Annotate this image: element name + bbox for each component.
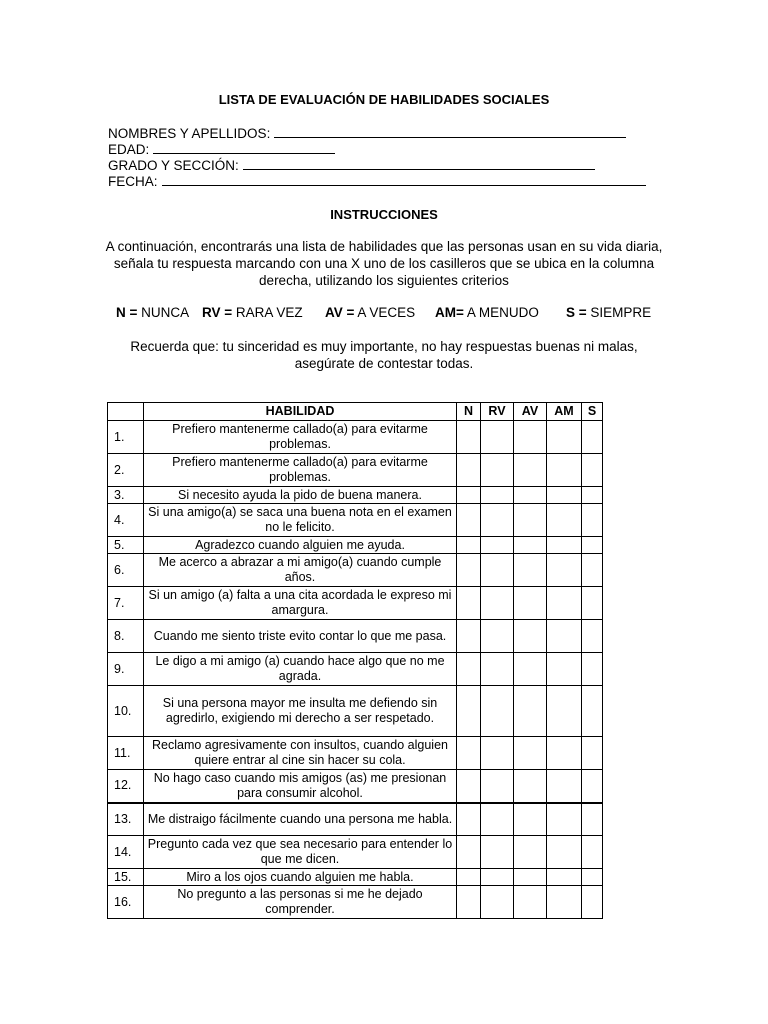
table-row: [108, 836, 603, 869]
criteria-label: NUNCA: [137, 305, 190, 320]
row-habilidad: Le digo a mi amigo (a) cuando hace algo que no me agrada.: [144, 653, 457, 686]
row-number: 12.: [108, 770, 144, 803]
answer-cell-av[interactable]: [514, 737, 547, 770]
answer-cell-av[interactable]: [514, 421, 547, 454]
row-habilidad: Reclamo agresivamente con insultos, cuando alguien quiere entrar al cine sin hacer su cola.: [144, 737, 457, 770]
criteria-s: [566, 305, 651, 320]
row-habilidad: Si una amigo(a) se saca una buena nota en el examen no le felicito.: [144, 504, 457, 537]
nombres-label: NOMBRES Y APELLIDOS:: [108, 126, 271, 141]
row-habilidad: Si una persona mayor me insulta me defiendo sin agredirlo, exigiendo mi derecho a ser respetado.: [144, 686, 457, 737]
row-habilidad: No hago caso cuando mis amigos (as) me presionan para consumir alcohol.: [144, 770, 457, 803]
row-number: 1.: [108, 421, 144, 454]
instructions-title: INSTRUCCIONES: [330, 207, 438, 222]
table-row: [108, 421, 603, 454]
row-number: 11.: [108, 737, 144, 770]
answer-cell-av[interactable]: [514, 686, 547, 737]
answer-cell-am[interactable]: [547, 886, 582, 919]
answer-cell-n[interactable]: [457, 487, 481, 504]
table-row: [108, 686, 603, 737]
answer-cell-rv[interactable]: [481, 587, 514, 620]
criteria-rv: [202, 305, 303, 320]
row-habilidad: Cuando me siento triste evito contar lo que me pasa.: [144, 620, 457, 653]
answer-cell-s[interactable]: [582, 620, 603, 653]
answer-cell-rv[interactable]: [481, 504, 514, 537]
criteria-av: [325, 305, 415, 320]
answer-cell-s[interactable]: [582, 803, 603, 836]
answer-cell-av[interactable]: [514, 886, 547, 919]
header-rv: RV: [481, 403, 514, 421]
answer-cell-s[interactable]: [582, 421, 603, 454]
table-row: [108, 803, 603, 836]
answer-cell-am[interactable]: [547, 770, 582, 803]
answer-cell-av[interactable]: [514, 537, 547, 554]
answer-cell-n[interactable]: [457, 886, 481, 919]
answer-cell-n[interactable]: [457, 770, 481, 803]
row-habilidad: Prefiero mantenerme callado(a) para evitarme problemas.: [144, 421, 457, 454]
criteria-label: A VECES: [354, 305, 416, 320]
row-number: 16.: [108, 886, 144, 919]
grado-input-line[interactable]: [243, 157, 595, 170]
row-number: 13.: [108, 803, 144, 836]
fecha-field: [108, 173, 646, 190]
answer-cell-av[interactable]: [514, 504, 547, 537]
criteria-label: SIEMPRE: [586, 305, 652, 320]
table-row: [108, 770, 603, 803]
answer-cell-am[interactable]: [547, 836, 582, 869]
answer-cell-av[interactable]: [514, 836, 547, 869]
answer-cell-n[interactable]: [457, 454, 481, 487]
header-habilidad: HABILIDAD: [144, 403, 457, 421]
table-row: [108, 869, 603, 886]
answer-cell-n[interactable]: [457, 504, 481, 537]
answer-cell-n[interactable]: [457, 836, 481, 869]
table-header-row: [108, 403, 603, 421]
row-habilidad: No pregunto a las personas si me he dejado comprender.: [144, 886, 457, 919]
answer-cell-am[interactable]: [547, 537, 582, 554]
edad-field: [108, 141, 335, 158]
table-row: [108, 454, 603, 487]
criteria-label: A MENUDO: [463, 305, 539, 320]
answer-cell-s[interactable]: [582, 587, 603, 620]
answer-cell-am[interactable]: [547, 803, 582, 836]
answer-cell-av[interactable]: [514, 587, 547, 620]
row-habilidad: Me distraigo fácilmente cuando una persona me habla.: [144, 803, 457, 836]
answer-cell-av[interactable]: [514, 869, 547, 886]
grado-label: GRADO Y SECCIÓN:: [108, 158, 239, 173]
answer-cell-am[interactable]: [547, 869, 582, 886]
row-number: 4.: [108, 504, 144, 537]
header-am: AM: [547, 403, 582, 421]
table-row: [108, 620, 603, 653]
nombres-input-line[interactable]: [274, 125, 626, 138]
answer-cell-rv[interactable]: [481, 454, 514, 487]
row-number: 5.: [108, 537, 144, 554]
criteria-code: AV =: [325, 305, 355, 320]
document-title: LISTA DE EVALUACIÓN DE HABILIDADES SOCIALES: [218, 92, 550, 107]
answer-cell-rv[interactable]: [481, 620, 514, 653]
criteria-code: S =: [566, 305, 587, 320]
row-number: 3.: [108, 487, 144, 504]
answer-cell-s[interactable]: [582, 454, 603, 487]
row-habilidad: Pregunto cada vez que sea necesario para entender lo que me dicen.: [144, 836, 457, 869]
answer-cell-s[interactable]: [582, 836, 603, 869]
answer-cell-s[interactable]: [582, 686, 603, 737]
answer-cell-s[interactable]: [582, 737, 603, 770]
answer-cell-n[interactable]: [457, 686, 481, 737]
answer-cell-n[interactable]: [457, 537, 481, 554]
criteria-am: [435, 305, 539, 320]
criteria-label: RARA VEZ: [232, 305, 303, 320]
row-habilidad: Prefiero mantenerme callado(a) para evitarme problemas.: [144, 454, 457, 487]
edad-input-line[interactable]: [153, 141, 335, 154]
answer-cell-s[interactable]: [582, 653, 603, 686]
answer-cell-rv[interactable]: [481, 554, 514, 587]
row-number: 8.: [108, 620, 144, 653]
answer-cell-n[interactable]: [457, 737, 481, 770]
answer-cell-am[interactable]: [547, 686, 582, 737]
answer-cell-rv[interactable]: [481, 653, 514, 686]
criteria-code: N =: [116, 305, 138, 320]
row-number: 10.: [108, 686, 144, 737]
criteria-code: AM=: [435, 305, 464, 320]
answer-cell-am[interactable]: [547, 620, 582, 653]
row-number: 15.: [108, 869, 144, 886]
answer-cell-s[interactable]: [582, 886, 603, 919]
answer-cell-av[interactable]: [514, 620, 547, 653]
answer-cell-rv[interactable]: [481, 686, 514, 737]
table-row: [108, 487, 603, 504]
table-row: [108, 537, 603, 554]
answer-cell-rv[interactable]: [481, 803, 514, 836]
answer-cell-s[interactable]: [582, 770, 603, 803]
grado-field: [108, 157, 595, 174]
row-habilidad: Si necesito ayuda la pido de buena manera.: [144, 487, 457, 504]
table-row: [108, 653, 603, 686]
answer-cell-rv[interactable]: [481, 770, 514, 803]
table-row: [108, 737, 603, 770]
answer-cell-am[interactable]: [547, 454, 582, 487]
skills-table: [107, 402, 603, 919]
answer-cell-rv[interactable]: [481, 737, 514, 770]
answer-cell-am[interactable]: [547, 554, 582, 587]
answer-cell-rv[interactable]: [481, 421, 514, 454]
row-number: 7.: [108, 587, 144, 620]
row-number: 2.: [108, 454, 144, 487]
answer-cell-av[interactable]: [514, 487, 547, 504]
answer-cell-n[interactable]: [457, 869, 481, 886]
answer-cell-am[interactable]: [547, 504, 582, 537]
criteria-n: [116, 305, 189, 320]
instructions-paragraph: A continuación, encontrarás una lista de habilidades que las personas usan en su vida diaria, señala tu respuesta marcando con una X uno de los casilleros que se ubica en la columna derecha, utilizando los siguientes criterios: [105, 239, 663, 288]
header-s: S: [582, 403, 603, 421]
row-number: 6.: [108, 554, 144, 587]
fecha-label: FECHA:: [108, 174, 158, 189]
header-av: AV: [514, 403, 547, 421]
table-row: [108, 554, 603, 587]
answer-cell-n[interactable]: [457, 421, 481, 454]
header-n: N: [457, 403, 481, 421]
answer-cell-n[interactable]: [457, 587, 481, 620]
row-number: 9.: [108, 653, 144, 686]
answer-cell-am[interactable]: [547, 653, 582, 686]
answer-cell-rv[interactable]: [481, 886, 514, 919]
table-row: [108, 886, 603, 919]
row-habilidad: Miro a los ojos cuando alguien me habla.: [144, 869, 457, 886]
answer-cell-av[interactable]: [514, 454, 547, 487]
answer-cell-am[interactable]: [547, 587, 582, 620]
answer-cell-av[interactable]: [514, 653, 547, 686]
answer-cell-rv[interactable]: [481, 487, 514, 504]
row-habilidad: Si un amigo (a) falta a una cita acordada le expreso mi amargura.: [144, 587, 457, 620]
answer-cell-av[interactable]: [514, 770, 547, 803]
answer-cell-n[interactable]: [457, 653, 481, 686]
answer-cell-rv[interactable]: [481, 836, 514, 869]
answer-cell-am[interactable]: [547, 421, 582, 454]
criteria-code: RV =: [202, 305, 233, 320]
answer-cell-am[interactable]: [547, 737, 582, 770]
answer-cell-n[interactable]: [457, 554, 481, 587]
answer-cell-s[interactable]: [582, 537, 603, 554]
answer-cell-n[interactable]: [457, 803, 481, 836]
answer-cell-s[interactable]: [582, 487, 603, 504]
edad-label: EDAD:: [108, 142, 150, 157]
answer-cell-n[interactable]: [457, 620, 481, 653]
answer-cell-s[interactable]: [582, 869, 603, 886]
answer-cell-av[interactable]: [514, 554, 547, 587]
row-habilidad: Me acerco a abrazar a mi amigo(a) cuando cumple años.: [144, 554, 457, 587]
answer-cell-rv[interactable]: [481, 869, 514, 886]
row-habilidad: Agradezco cuando alguien me ayuda.: [144, 537, 457, 554]
answer-cell-av[interactable]: [514, 803, 547, 836]
answer-cell-s[interactable]: [582, 554, 603, 587]
answer-cell-s[interactable]: [582, 504, 603, 537]
nombres-field: [108, 125, 626, 142]
table-row: [108, 504, 603, 537]
row-number: 14.: [108, 836, 144, 869]
fecha-input-line[interactable]: [162, 173, 646, 186]
header-number: [108, 403, 144, 421]
table-row: [108, 587, 603, 620]
answer-cell-rv[interactable]: [481, 537, 514, 554]
answer-cell-am[interactable]: [547, 487, 582, 504]
reminder-paragraph: Recuerda que: tu sinceridad es muy importante, no hay respuestas buenas ni malas, asegúrate de contestar todas.: [130, 339, 638, 371]
